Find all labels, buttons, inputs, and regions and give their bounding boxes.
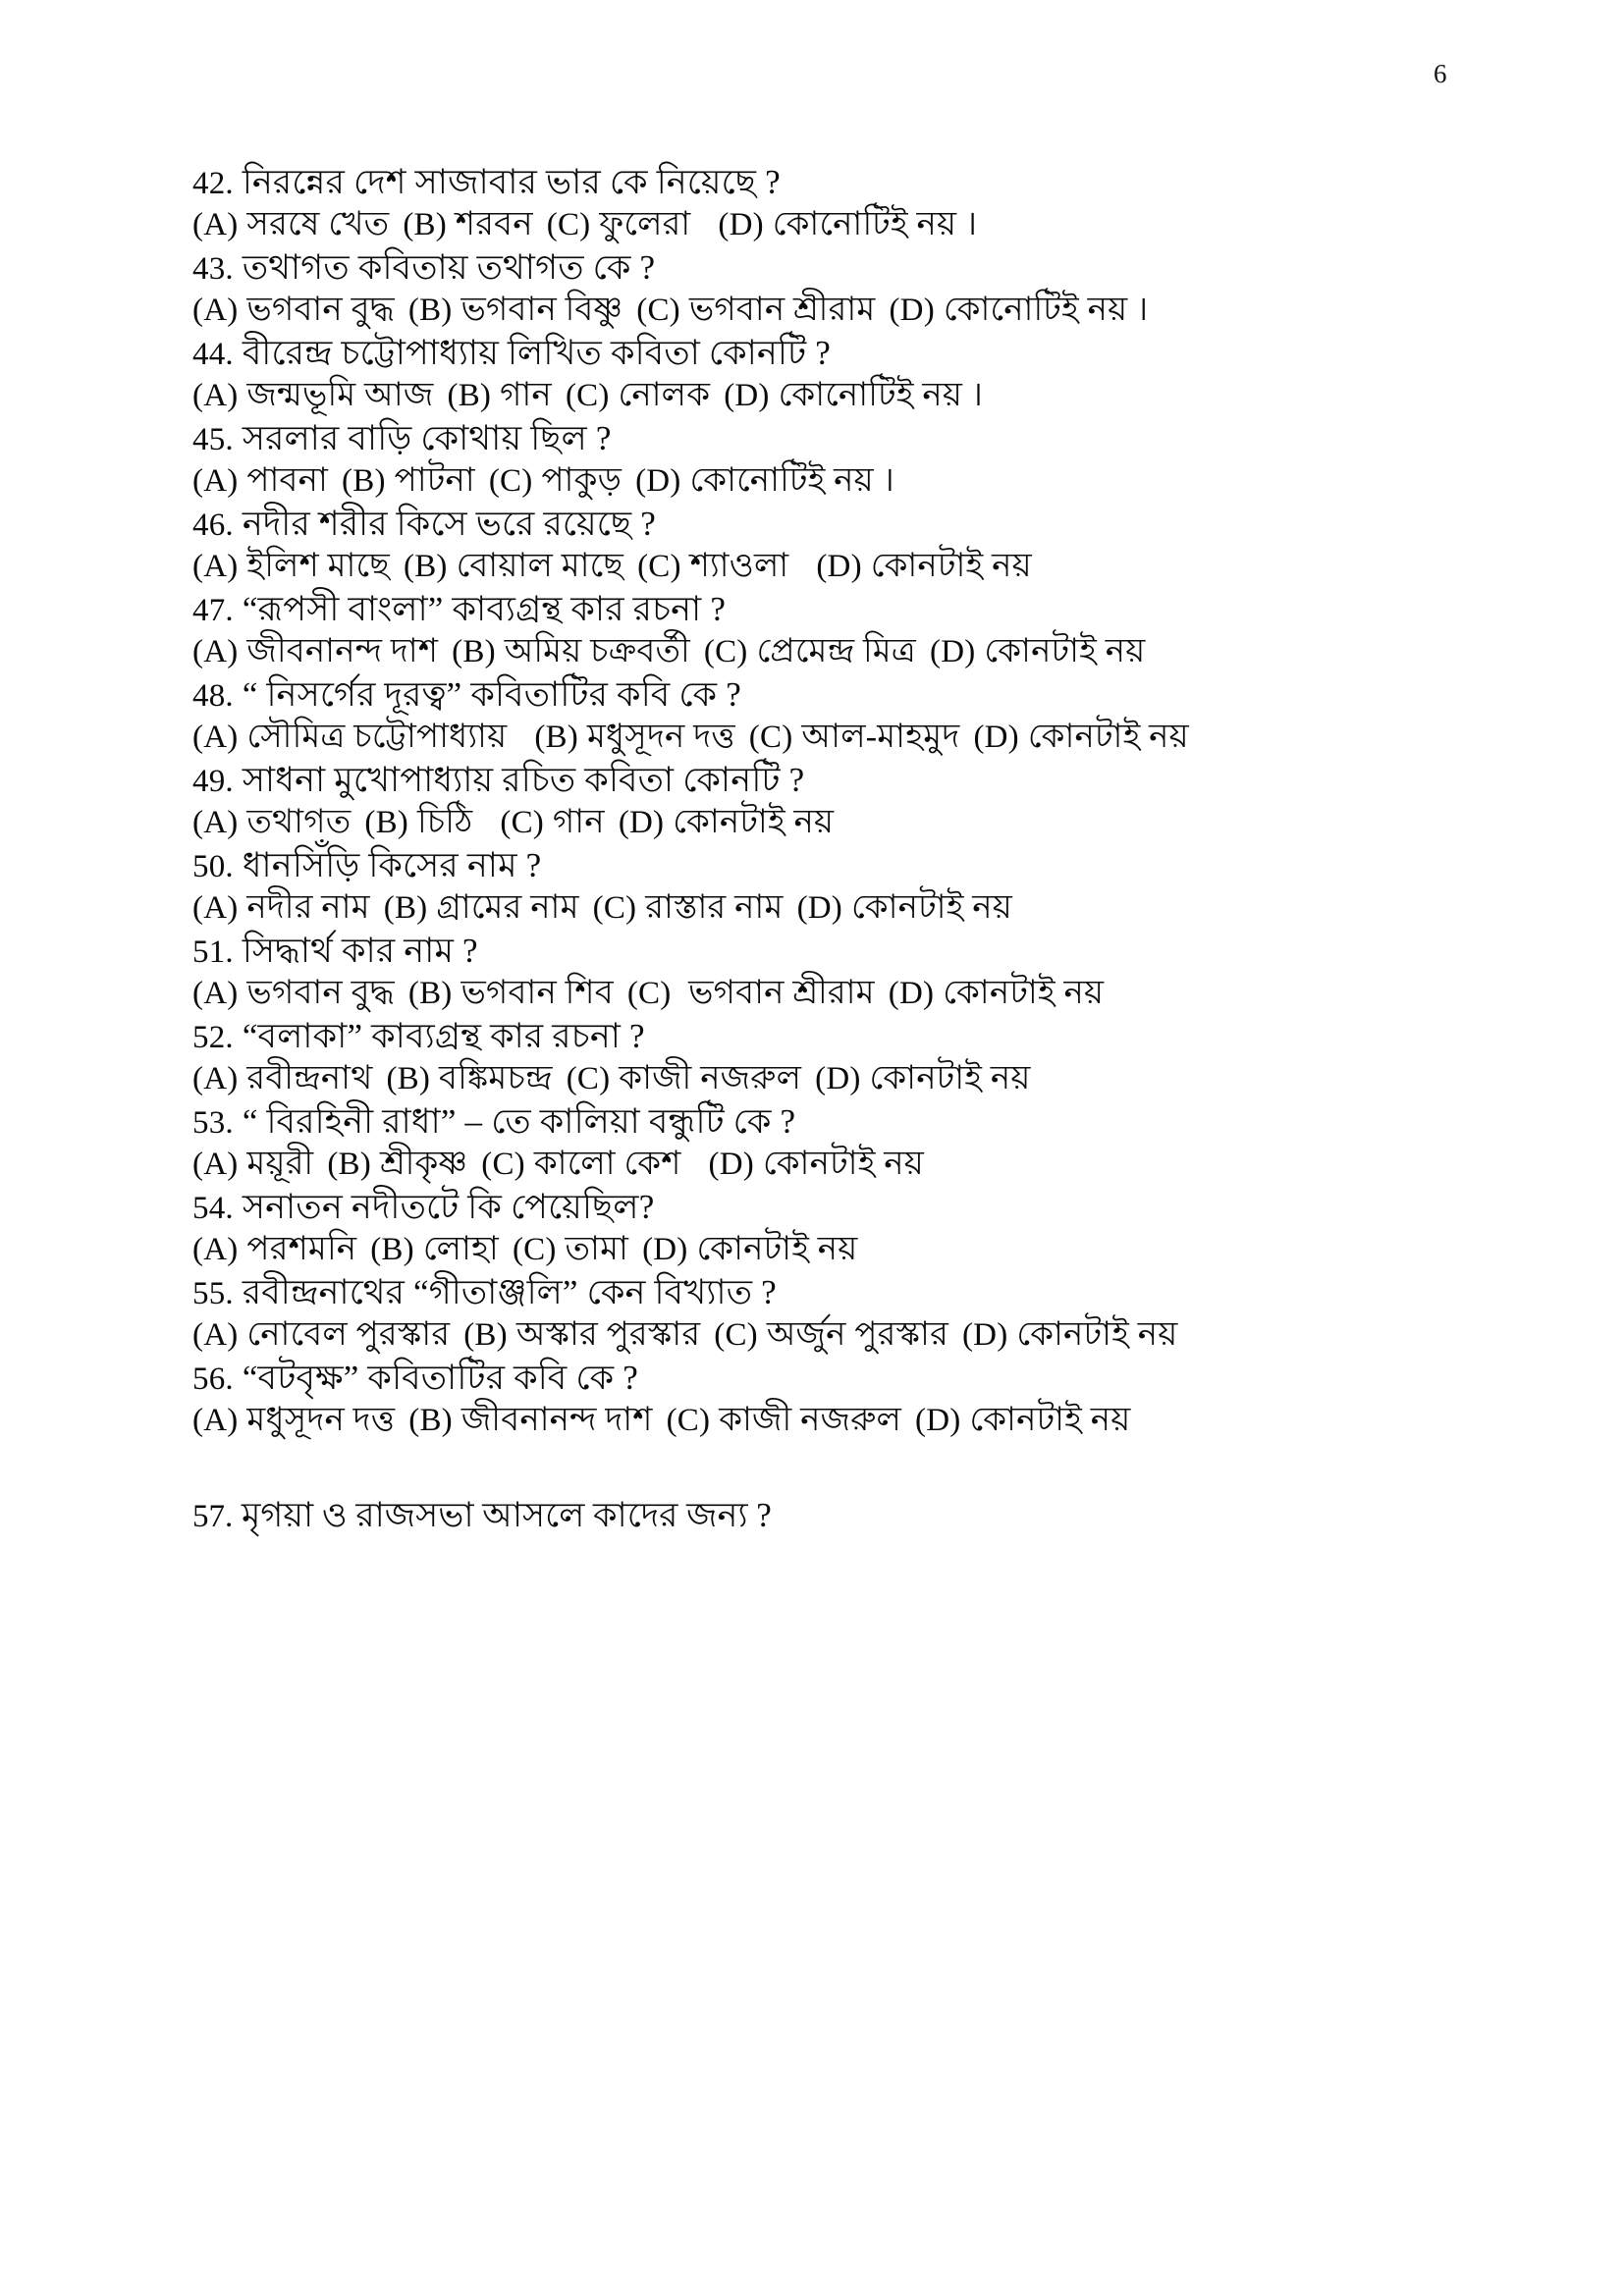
option-text-b[interactable]: বোয়াল মাছে — [456, 548, 624, 584]
question-number: 53. — [192, 1105, 234, 1141]
question-line — [192, 1104, 1459, 1140]
option-text-b[interactable]: চিঠি — [417, 804, 473, 840]
option-label-c: (C) — [748, 720, 793, 755]
option-label-c: (C) — [592, 890, 637, 926]
question-line — [192, 592, 1459, 627]
option-text-c[interactable]: পাকুড় — [541, 462, 623, 499]
question-text: সরলার বাড়ি কোথায় ছিল ? — [242, 419, 612, 457]
option-label-a: (A) — [192, 378, 239, 413]
option-text-c[interactable]: কাজী নজরুল — [719, 1402, 902, 1438]
question-line — [192, 763, 1459, 798]
option-text-a[interactable]: জন্মভূমি আজ — [246, 377, 434, 413]
option-label-b: (B) — [463, 1317, 508, 1353]
option-label-a: (A) — [192, 1317, 239, 1353]
question-line — [192, 250, 1459, 286]
option-label-b: (B) — [534, 720, 578, 755]
question-number: 50. — [192, 849, 234, 884]
option-label-c: (C) — [488, 463, 533, 499]
question-block — [192, 507, 1459, 583]
option-label-d: (D) — [796, 890, 842, 926]
question-block — [192, 1275, 1459, 1352]
question-line — [192, 1019, 1459, 1054]
question-number: 47. — [192, 593, 234, 628]
option-text-c[interactable]: আল-মাহমুদ — [801, 719, 960, 755]
option-text-a[interactable]: ময়ূরী — [246, 1146, 314, 1182]
option-label-d: (D) — [888, 976, 935, 1011]
option-text-c[interactable]: অর্জুন পুরস্কার — [766, 1316, 948, 1353]
option-line — [192, 977, 1459, 1010]
option-label-d: (D) — [973, 720, 1019, 755]
option-line — [192, 294, 1459, 327]
option-text-d[interactable]: কোনটাই নয় — [673, 804, 835, 840]
option-label-c: (C) — [637, 549, 681, 584]
question-block — [192, 1190, 1459, 1266]
option-text-b[interactable]: মধুসূদন দত্ত — [586, 719, 735, 755]
option-line — [192, 1404, 1459, 1437]
option-text-d[interactable]: কোনটাই নয় — [1027, 719, 1189, 755]
option-text-b[interactable]: জীবনানন্দ দাশ — [460, 1402, 653, 1438]
option-text-a[interactable]: জীবনানন্দ দাশ — [246, 633, 439, 669]
question-block — [192, 165, 1459, 241]
option-text-d[interactable]: কোনটাই নয় — [870, 548, 1032, 584]
option-label-d: (D) — [724, 378, 770, 413]
option-text-b[interactable]: শ্রীকৃষ্ণ — [379, 1146, 468, 1182]
option-text-a[interactable]: রবীন্দ্রনাথ — [246, 1060, 373, 1096]
question-number: 44. — [192, 337, 234, 372]
question-block — [192, 421, 1459, 498]
option-text-d[interactable]: কোনটাই নয় — [943, 975, 1105, 1011]
question-block — [192, 336, 1459, 412]
option-text-b[interactable]: পাটনা — [394, 462, 475, 499]
question-text: রবীন্দ্রনাথের “গীতাঞ্জলি” কেন বিখ্যাত ? — [242, 1273, 777, 1311]
option-text-c[interactable]: গান — [552, 804, 605, 840]
option-label-a: (A) — [192, 207, 239, 242]
option-label-d: (D) — [961, 1317, 1008, 1353]
option-label-a: (A) — [192, 1403, 239, 1438]
option-label-d: (D) — [816, 549, 862, 584]
question-line — [192, 336, 1459, 371]
question-block — [192, 250, 1459, 327]
question-line — [192, 848, 1459, 883]
option-label-c: (C) — [481, 1147, 525, 1182]
question-line — [192, 934, 1459, 969]
option-label-c: (C) — [565, 378, 610, 413]
option-text-b[interactable]: ভগবান বিষ্ণু — [460, 292, 623, 328]
option-label-b: (B) — [370, 1232, 414, 1267]
question-number: 49. — [192, 764, 234, 799]
option-label-d: (D) — [915, 1403, 961, 1438]
option-text-a[interactable]: নোবেল পুরস্কার — [246, 1316, 451, 1353]
option-label-a: (A) — [192, 634, 239, 669]
option-label-b: (B) — [403, 207, 447, 242]
option-text-b[interactable]: লোহা — [422, 1231, 499, 1267]
option-text-b[interactable]: গান — [500, 377, 552, 413]
option-label-b: (B) — [407, 976, 453, 1011]
option-line — [192, 550, 1459, 583]
option-label-d: (D) — [815, 1061, 861, 1096]
option-label-d: (D) — [930, 634, 976, 669]
question-line — [192, 1498, 1459, 1533]
question-text: সিদ্ধার্থ কার নাম ? — [242, 932, 478, 970]
question-number: 52. — [192, 1020, 234, 1055]
option-text-b[interactable]: ভগবান শিব — [460, 975, 614, 1011]
option-text-b[interactable]: বঙ্কিমচন্দ্র — [439, 1060, 553, 1096]
option-label-a: (A) — [192, 890, 239, 926]
question-text: নদীর শরীর কিসে ভরে রয়েছে ? — [242, 505, 656, 543]
option-label-b: (B) — [407, 293, 453, 328]
question-line — [192, 165, 1459, 200]
option-line — [192, 891, 1459, 925]
question-block — [192, 848, 1459, 925]
option-text-a[interactable]: সরষে খেত — [246, 206, 390, 242]
option-text-d[interactable]: কোনটাই নয় — [984, 633, 1146, 669]
option-line — [192, 635, 1459, 668]
option-text-a[interactable]: পরশমনি — [246, 1231, 357, 1267]
option-label-c: (C) — [566, 1061, 611, 1096]
option-label-d: (D) — [635, 463, 681, 499]
question-number: 51. — [192, 934, 234, 970]
question-block-trailing — [192, 1498, 1459, 1533]
question-text: ধানসিঁড়ি কিসের নাম ? — [242, 846, 542, 884]
question-text: মৃগয়া ও রাজসভা আসলে কাদের জন্য ? — [242, 1496, 772, 1534]
option-text-a[interactable]: সৌমিত্র চট্টোপাধ্যায় — [246, 719, 508, 755]
option-label-c: (C) — [666, 1403, 711, 1438]
question-line — [192, 1361, 1459, 1396]
question-block — [192, 1361, 1459, 1437]
question-line — [192, 507, 1459, 542]
option-text-d[interactable]: কোনটাই নয় — [1016, 1316, 1178, 1353]
option-text-b[interactable]: গ্রামের নাম — [436, 889, 579, 926]
option-label-a: (A) — [192, 720, 239, 755]
question-line — [192, 677, 1459, 713]
option-label-c: (C) — [636, 293, 680, 328]
option-text-a[interactable]: নদীর নাম — [246, 889, 370, 926]
option-line — [192, 1318, 1459, 1352]
option-label-b: (B) — [386, 1061, 431, 1096]
question-number: 43. — [192, 251, 234, 287]
question-number: 48. — [192, 678, 234, 714]
option-label-d: (D) — [708, 1147, 754, 1182]
option-text-c[interactable]: কালো কেশ — [533, 1146, 681, 1182]
option-label-b: (B) — [452, 634, 496, 669]
option-text-d[interactable]: কোনটাই নয় — [969, 1402, 1131, 1438]
option-line — [192, 721, 1459, 754]
option-label-a: (A) — [192, 463, 239, 499]
question-line — [192, 421, 1459, 456]
option-text-b[interactable]: অমিয় চক্রবর্তী — [504, 633, 690, 669]
option-label-a: (A) — [192, 1232, 239, 1267]
option-text-d[interactable]: কোনটাই নয় — [696, 1231, 858, 1267]
option-text-c[interactable]: ফুলেরা — [599, 206, 691, 242]
option-line — [192, 208, 1459, 241]
question-number: 55. — [192, 1276, 234, 1311]
option-text-c[interactable]: কাজী নজরুল — [619, 1060, 802, 1096]
question-block — [192, 592, 1459, 668]
option-text-d[interactable]: কোনটাই নয় — [762, 1146, 924, 1182]
question-block — [192, 934, 1459, 1010]
option-label-a: (A) — [192, 1147, 239, 1182]
option-text-d[interactable]: কোনোটিই নয় । — [689, 462, 894, 499]
option-text-c[interactable]: রাস্তার নাম — [645, 889, 784, 926]
option-text-a[interactable]: মধুসূদন দত্ত — [246, 1402, 396, 1438]
option-label-b: (B) — [364, 805, 408, 840]
question-number: 56. — [192, 1362, 234, 1397]
option-line — [192, 1148, 1459, 1181]
option-label-c: (C) — [512, 1232, 557, 1267]
option-label-b: (B) — [327, 1147, 371, 1182]
question-text: নিরন্নের দেশ সাজাবার ভার কে নিয়েছে ? — [242, 163, 781, 201]
option-label-a: (A) — [192, 293, 239, 328]
option-text-c[interactable]: শ্যাওলা — [689, 548, 789, 584]
question-line — [192, 1190, 1459, 1225]
option-label-a: (A) — [192, 805, 239, 840]
option-label-b: (B) — [383, 890, 428, 926]
option-label-a: (A) — [192, 976, 239, 1011]
question-text: “রূপসী বাংলা” কাব্যগ্রন্থ কার রচনা ? — [242, 590, 727, 628]
question-number: 42. — [192, 166, 234, 201]
option-label-a: (A) — [192, 549, 239, 584]
option-text-a[interactable]: ইলিশ মাছে — [246, 548, 390, 584]
option-text-c[interactable]: ভগবান শ্রীরাম — [679, 975, 875, 1011]
question-block — [192, 763, 1459, 839]
option-label-d: (D) — [889, 293, 935, 328]
option-label-c: (C) — [714, 1317, 758, 1353]
page-number: 6 — [1434, 59, 1447, 88]
option-text-c[interactable]: ভগবান শ্রীরাম — [688, 292, 876, 328]
option-text-a[interactable]: পাবনা — [246, 462, 329, 499]
option-text-a[interactable]: তথাগত — [246, 804, 352, 840]
option-label-b: (B) — [404, 549, 448, 584]
question-text: “ বিরহিনী রাধা” – তে কালিয়া বন্ধুটি কে ? — [242, 1102, 796, 1141]
question-text: “বলাকা” কাব্যগ্রন্থ কার রচনা ? — [242, 1017, 645, 1055]
option-text-d[interactable]: কোনটাই নয় — [869, 1060, 1031, 1096]
option-text-a[interactable]: ভগবান বুদ্ধ — [246, 975, 395, 1011]
option-label-c: (C) — [546, 207, 591, 242]
question-number: 46. — [192, 507, 234, 543]
option-label-c: (C) — [703, 634, 748, 669]
question-text: বীরেন্দ্র চট্টোপাধ্যায় লিখিত কবিতা কোনটি ? — [242, 334, 831, 372]
option-line — [192, 1233, 1459, 1266]
option-text-d[interactable]: কোনোটিই নয় । — [943, 292, 1149, 328]
option-text-b[interactable]: অস্কার পুরস্কার — [515, 1316, 701, 1353]
option-label-c: (C) — [500, 805, 544, 840]
option-line — [192, 806, 1459, 839]
option-text-c[interactable]: প্রেমেন্দ্র মিত্র — [756, 633, 916, 669]
option-text-c[interactable]: তামা — [565, 1231, 629, 1267]
question-block — [192, 677, 1459, 754]
option-text-b[interactable]: শরবন — [455, 206, 533, 242]
option-text-d[interactable]: কোনোটিই নয় । — [778, 377, 984, 413]
option-text-d[interactable]: কোনোটিই নয় । — [772, 206, 978, 242]
question-text: “ নিসর্গের দূরত্ব” কবিতাটির কবি কে ? — [242, 675, 741, 714]
question-text: সনাতন নদীতটে কি পেয়েছিল? — [242, 1188, 655, 1226]
option-label-d: (D) — [718, 207, 764, 242]
option-text-c[interactable]: নোলক — [618, 377, 711, 413]
option-label-c: (C) — [626, 976, 672, 1011]
option-line — [192, 1062, 1459, 1095]
option-text-a[interactable]: ভগবান বুদ্ধ — [246, 292, 395, 328]
option-label-b: (B) — [342, 463, 386, 499]
question-list — [192, 165, 1459, 1539]
question-text: “বটবৃক্ষ” কবিতাটির কবি কে ? — [242, 1359, 638, 1397]
question-number: 45. — [192, 422, 234, 457]
question-block — [192, 1019, 1459, 1095]
option-line — [192, 464, 1459, 498]
option-label-b: (B) — [447, 378, 492, 413]
option-label-a: (A) — [192, 1061, 239, 1096]
option-label-d: (D) — [642, 1232, 688, 1267]
question-text: তথাগত কবিতায় তথাগত কে ? — [242, 248, 656, 287]
option-label-d: (D) — [618, 805, 665, 840]
option-label-b: (B) — [408, 1403, 453, 1438]
question-line — [192, 1275, 1459, 1310]
question-text: সাধনা মুখোপাধ্যায় রচিত কবিতা কোনটি ? — [242, 761, 805, 799]
question-number: 54. — [192, 1191, 234, 1226]
option-line — [192, 379, 1459, 412]
question-block — [192, 1104, 1459, 1181]
question-number: 57. — [192, 1499, 234, 1534]
option-text-d[interactable]: কোনটাই নয় — [850, 889, 1013, 926]
